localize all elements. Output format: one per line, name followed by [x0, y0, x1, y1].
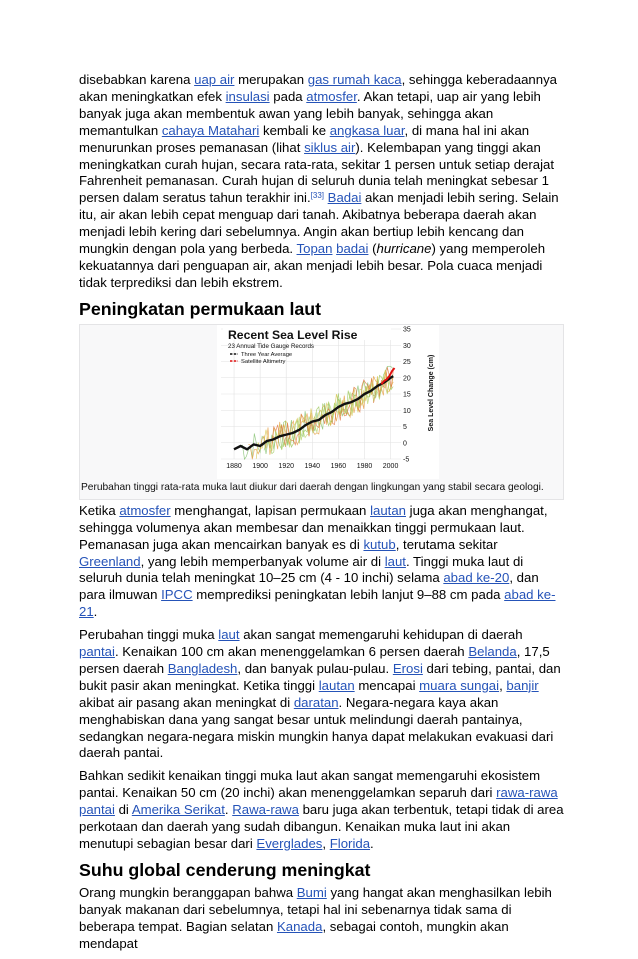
heading-global-temperature: Suhu global cenderung meningkat [79, 859, 371, 880]
x-tick-label: 1900 [252, 462, 268, 470]
chart-subtitle: 23 Annual Tide Gauge Records [228, 342, 314, 350]
paragraph-ocean-warming: Ketika atmosfer menghangat, lapisan permukaan lautan juga akan menghangat, sehingga volumenya akan membesar dan menaikkan tinggi permukaan laut. Pemanasan juga akan mencairkan banyak es di kutub, terutama sekitar Greenland, yang lebih memperbanyak volume air di laut. Tinggi muka laut di seluruh dunia telah meningkat 10–25 cm (4 - 10 inchi) selama abad ke-20, dan para ilmuwan IPCC memprediksi peningkatan lebih lanjut 9–88 cm pada abad ke-21. [79, 502, 556, 620]
chart-y-axis-title: Sea Level Change (cm) [428, 354, 435, 432]
link-uap-air[interactable]: uap air [194, 72, 235, 87]
link-siklus-air[interactable]: siklus air [304, 139, 356, 155]
paragraph-water-vapor: disebabkan karena uap air merupakan gas rumah kaca, sehingga keberadaannya akan meningkatkan efek insulasi pada atmosfer. Akan tetapi, uap air yang lebih banyak juga akan membentuk awan yang lebih banyak, sehingga akan memantulkan cahaya Matahari kembali ke angkasa luar, di mana hal ini akan menurunkan proses pemanasan (lihat siklus air). Kelembapan yang tinggi akan meningkatkan curah hujan, secara rata-rata, sekitar 1 persen untuk setiap derajat Fahrenheit pemanasan. Curah hujan di seluruh dunia telah meningkat sebesar 1 persen dalam seratus tahun terakhir ini.[33] Badai akan menjadi lebih sering. Selain itu, air akan lebih cepat menguap dari tanah. Akibatnya beberapa daerah akan menjadi lebih kering dari sebelumnya. Angin akan bertiup lebih kencang dan mungkin dengan pola yang berbeda. Topan badai (hurricane) yang memperoleh kekuatannya dari penguapan air, akan menjadi lebih besar. Pola cuaca menjadi tidak terprediksi dan lebih ekstrem. [79, 72, 559, 290]
link-lautan[interactable]: lautan [318, 677, 355, 693]
link-abad-ke-20[interactable]: abad ke-20 [443, 570, 510, 586]
legend-label-average: Three Year Average [241, 351, 293, 358]
legend-label-satellite: Satellite Altimetry [241, 358, 286, 365]
link-abad-ke-21[interactable]: abad ke-21 [79, 587, 556, 620]
sea-level-chart [217, 325, 439, 479]
y-tick-label: 35 [403, 326, 411, 334]
link-topan[interactable]: Topan [296, 241, 333, 257]
link-angkasa-luar[interactable]: angkasa luar [329, 122, 405, 138]
figure-caption: Perubahan tinggi rata-rata muka laut diukur dari daerah dengan lingkungan yang stabil secara geologi. [81, 481, 544, 493]
link-rawa-rawa[interactable]: rawa-rawa [496, 785, 558, 801]
y-tick-label: 0 [403, 440, 407, 448]
link-ipcc[interactable]: IPCC [161, 587, 193, 603]
paragraph-food-production: Orang mungkin beranggapan bahwa Bumi yang hangat akan menghasilkan lebih banyak makanan dari sebelumnya, tetapi hal ini sebenarnya tidak sama di beberapa tempat. Bagian selatan Kanada, sebagai contoh, mungkin akan mendapat [79, 884, 552, 951]
figure-sea-level [79, 324, 564, 500]
y-tick-label: 25 [403, 358, 411, 366]
link-pantai[interactable]: pantai [79, 644, 115, 660]
x-tick-label: 1940 [304, 462, 321, 470]
link-lautan[interactable]: lautan [370, 502, 406, 518]
link-pantai[interactable]: pantai [79, 802, 115, 818]
link-atmosfer[interactable]: atmosfer [119, 502, 171, 518]
x-tick-label: 1880 [226, 462, 242, 470]
link-erosi[interactable]: Erosi [392, 660, 423, 676]
link-greenland[interactable]: Greenland [79, 553, 141, 569]
link-gas-rumah-kaca[interactable]: gas rumah kaca [307, 72, 402, 87]
y-tick-label: 30 [403, 342, 411, 350]
link-laut[interactable]: laut [384, 553, 406, 569]
link-florida[interactable]: Florida [329, 836, 371, 851]
link-banjir[interactable]: banjir [506, 677, 539, 693]
link-badai[interactable]: badai [336, 241, 369, 257]
link-everglades[interactable]: Everglades [256, 836, 323, 851]
paragraph-ecosystem-impact: Bahkan sedikit kenaikan tinggi muka laut akan sangat memengaruhi ekosistem pantai. Kenaikan 50 cm (20 inchi) akan menenggelamkan separuh dari rawa-rawa pantai di Amerika Serikat. Rawa-rawa baru juga akan terbentuk, tetapi tidak di area perkotaan dan daerah yang sudah dibangun. Kenaikan muka laut ini akan menutupi sebagian besar dari Everglades, Florida. [79, 768, 564, 851]
heading-sea-level-rise: Peningkatan permukaan laut [79, 298, 322, 319]
link-amerika-serikat[interactable]: Amerika Serikat [131, 802, 225, 818]
link-atmosfer[interactable]: atmosfer [306, 88, 357, 104]
x-tick-label: 1920 [278, 462, 295, 470]
link-rawa-rawa[interactable]: Rawa-rawa [232, 802, 299, 818]
citation-ref[interactable]: [33] [310, 191, 324, 201]
link-badai[interactable]: Badai [327, 190, 362, 206]
x-tick-label: 1980 [356, 462, 373, 470]
y-tick-label: 20 [403, 375, 411, 383]
link-bumi[interactable]: Bumi [296, 884, 327, 900]
link-insulasi[interactable]: insulasi [225, 88, 270, 104]
y-tick-label: 10 [403, 407, 411, 415]
article-page [79, 72, 564, 959]
link-belanda[interactable]: Belanda [468, 644, 517, 660]
link-cahaya-matahari[interactable]: cahaya Matahari [161, 122, 260, 138]
x-tick-label: 1960 [330, 462, 347, 470]
x-tick-label: 2000 [382, 462, 399, 470]
y-tick-label: -5 [403, 456, 410, 464]
paragraph-coastal-impact: Perubahan tinggi muka laut akan sangat memengaruhi kehidupan di daerah pantai. Kenaikan 100 cm akan menenggelamkan 6 persen daerah Belanda, 17,5 persen daerah Bangladesh, dan banyak pulau-pulau. Erosi dari tebing, pantai, dan bukit pasir akan meningkat. Ketika tinggi lautan mencapai muara sungai, banjir akibat air pasang akan meningkat di daratan. Negara-negara kaya akan menghabiskan dana yang sangat besar untuk melindungi daerah pantainya, sedangkan negara-negara miskin mungkin hanya dapat melakukan evakuasi dari daerah pantai. [79, 627, 561, 761]
link-kutub[interactable]: kutub [363, 536, 396, 552]
y-tick-label: 5 [403, 423, 407, 431]
link-muara-sungai[interactable]: muara sungai [419, 677, 500, 693]
y-tick-label: 15 [403, 391, 411, 399]
link-bangladesh[interactable]: Bangladesh [167, 660, 238, 676]
link-laut[interactable]: laut [218, 627, 240, 643]
chart-title: Recent Sea Level Rise [228, 327, 358, 342]
link-daratan[interactable]: daratan [293, 694, 339, 710]
link-kanada[interactable]: Kanada [276, 918, 323, 934]
italic-term: hurricane [376, 241, 432, 257]
